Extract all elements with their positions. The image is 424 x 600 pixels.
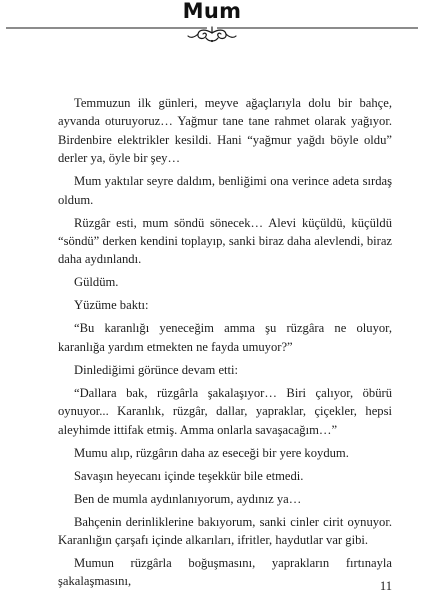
flourish-ornament-icon — [188, 27, 236, 42]
paragraph: Dinlediğimi görünce devam etti: — [74, 362, 239, 377]
paragraph: Mumun rüzgârla boğuşmasını, yaprakların fırtınayla şakalaşmasını, — [58, 556, 392, 589]
paragraph: Rüzgâr esti, mum söndü sönecek… Alevi küçüldü, küçüldü “söndü” derken kendini toplayıp, sanki biraz daha alevlendi, biraz daha aydınlandı. — [58, 215, 392, 267]
paragraph: “Bu karanlığı yeneceğim amma şu rüzgâra ne oluyor, karanlığa yardım etmekten ne fayda umuyor?” — [58, 321, 392, 354]
paragraph: Güldüm. — [74, 275, 119, 290]
body-text — [58, 94, 392, 591]
paragraph: Ben de mumla aydınlanıyorum, aydınız ya… — [74, 491, 302, 506]
page-number: 11 — [379, 579, 392, 593]
title-rule — [0, 24, 424, 48]
paragraph: Mum yaktılar seyre daldım, benliğimi ona verince adeta sırdaş oldum. — [58, 174, 392, 207]
paragraph: Temmuzun ilk günleri, meyve ağaçlarıyla dolu bir bahçe, ayvanda oturuyoruz… Yağmur tane tane rahmet olarak yağıyor. Birdenbire elektrikler kesildi. Hani “yağmur yağdı böyle oldu” derler ya, öyle bir şey… — [58, 96, 392, 166]
paragraph: Yüzüme baktı: — [74, 298, 149, 313]
paragraph: Savaşın heyecanı içinde teşekkür bile etmedi. — [74, 468, 304, 483]
chapter-header — [0, 0, 424, 52]
paragraph: “Dallara bak, rüzgârla şakalaşıyor… Biri çalıyor, öbürü oynuyor... Karanlık, rüzgâr, dallar, yapraklar, çiçekler, hepsi aleyhimde ittifak etmiş. Amma onlarla savaşacağım…” — [58, 385, 392, 437]
paragraph: Bahçenin derinliklerine bakıyorum, sanki cinler cirit oynuyor. Karanlığın çarşafı içinde alkarıları, ifritler, haydutlar var gibi. — [58, 514, 392, 548]
chapter-title: Mum — [182, 0, 242, 23]
paragraph: Mumu alıp, rüzgârın daha az eseceği bir yere koydum. — [74, 445, 349, 460]
